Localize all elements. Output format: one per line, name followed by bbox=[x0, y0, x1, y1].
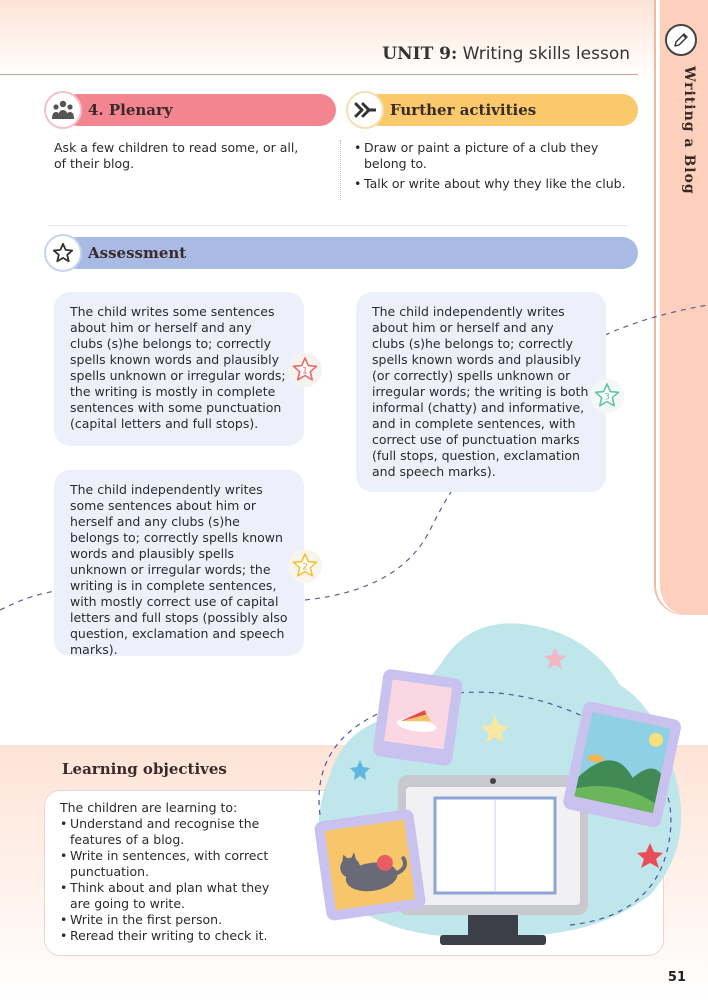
blog-illustration bbox=[290, 615, 695, 960]
list-item: • Understand and recognise the features of a blog. bbox=[60, 816, 290, 848]
assessment-card-text: The child writes some sentences about him or herself and any clubs (s)he belongs to; correctly spells known words and plausibly spells unknown or irregular words; the writing is mostly in complete sentences with some punctuation (capital letters and full stops). bbox=[70, 304, 286, 431]
star-badge-3-icon bbox=[589, 378, 625, 414]
plenary-text: Ask a few children to read some, or all, of their blog. bbox=[54, 140, 299, 171]
list-item: • Draw or paint a picture of a club they belong to. bbox=[354, 140, 636, 172]
star-badge-2-icon bbox=[287, 548, 323, 584]
star-badge-number: 3 bbox=[604, 392, 610, 403]
list-item: • Think about and plan what they are going to write. bbox=[60, 880, 290, 912]
assessment-card-text: The child independently writes some sentences about him or herself and any clubs (s)he belongs to; correctly spells known words and plausibly spells unknown or irregular words; the writing is in complete sentences, with mostly correct use of capital letters and full stops (possibly also question, exclamation and speech marks). bbox=[70, 482, 288, 657]
list-item: • Write in the first person. bbox=[60, 912, 290, 928]
assessment-header bbox=[62, 237, 638, 269]
plenary-title: 4. Plenary bbox=[88, 101, 173, 119]
page-number: 51 bbox=[667, 970, 686, 985]
assessment-card-2 bbox=[54, 470, 304, 656]
header-divider bbox=[0, 74, 638, 75]
unit-title bbox=[382, 44, 630, 64]
star-badge-1-icon bbox=[287, 352, 323, 388]
assessment-card-3 bbox=[356, 292, 606, 492]
assessment-title: Assessment bbox=[88, 244, 187, 262]
assessment-card-text: The child independently writes about him or herself and any clubs (s)he belongs to; correctly spells known words and plausibly (or correctly) spells unknown or irregular words; the writing is both informal (chatty) and informative, and in complete sentences, with correct use of punctuation marks (full stops, question, exclamation and speech marks). bbox=[372, 304, 589, 479]
cake-picture-card bbox=[372, 668, 463, 766]
assessment-card-1 bbox=[54, 292, 304, 446]
plenary-header bbox=[62, 94, 336, 126]
cat-picture-card bbox=[314, 809, 427, 922]
learning-objectives-content bbox=[60, 800, 290, 944]
further-activities-list bbox=[354, 140, 636, 196]
learning-objectives-intro: The children are learning to: bbox=[60, 800, 238, 815]
pencil-icon bbox=[665, 24, 697, 56]
list-item: • Write in sentences, with correct punctuation. bbox=[60, 848, 290, 880]
list-item: • Reread their writing to check it. bbox=[60, 928, 290, 944]
star-badge-number: 1 bbox=[302, 366, 308, 377]
column-divider bbox=[340, 140, 341, 200]
list-item: • Talk or write about why they like the club. bbox=[354, 176, 636, 192]
learning-objectives-list bbox=[60, 816, 290, 944]
side-tab-label: Writing a Blog bbox=[681, 66, 697, 195]
learning-objectives-title: Learning objectives bbox=[62, 760, 227, 778]
star-outline-icon bbox=[44, 234, 82, 272]
star-badge-number: 2 bbox=[302, 562, 308, 573]
unit-subtitle: Writing skills lesson bbox=[462, 44, 630, 64]
unit-label: UNIT 9: bbox=[382, 44, 458, 64]
header-background bbox=[0, 0, 708, 80]
section-divider bbox=[48, 225, 628, 226]
further-activities-title: Further activities bbox=[390, 101, 537, 119]
further-activities-header bbox=[364, 94, 638, 126]
double-arrow-icon bbox=[346, 91, 384, 129]
group-people-icon bbox=[44, 91, 82, 129]
